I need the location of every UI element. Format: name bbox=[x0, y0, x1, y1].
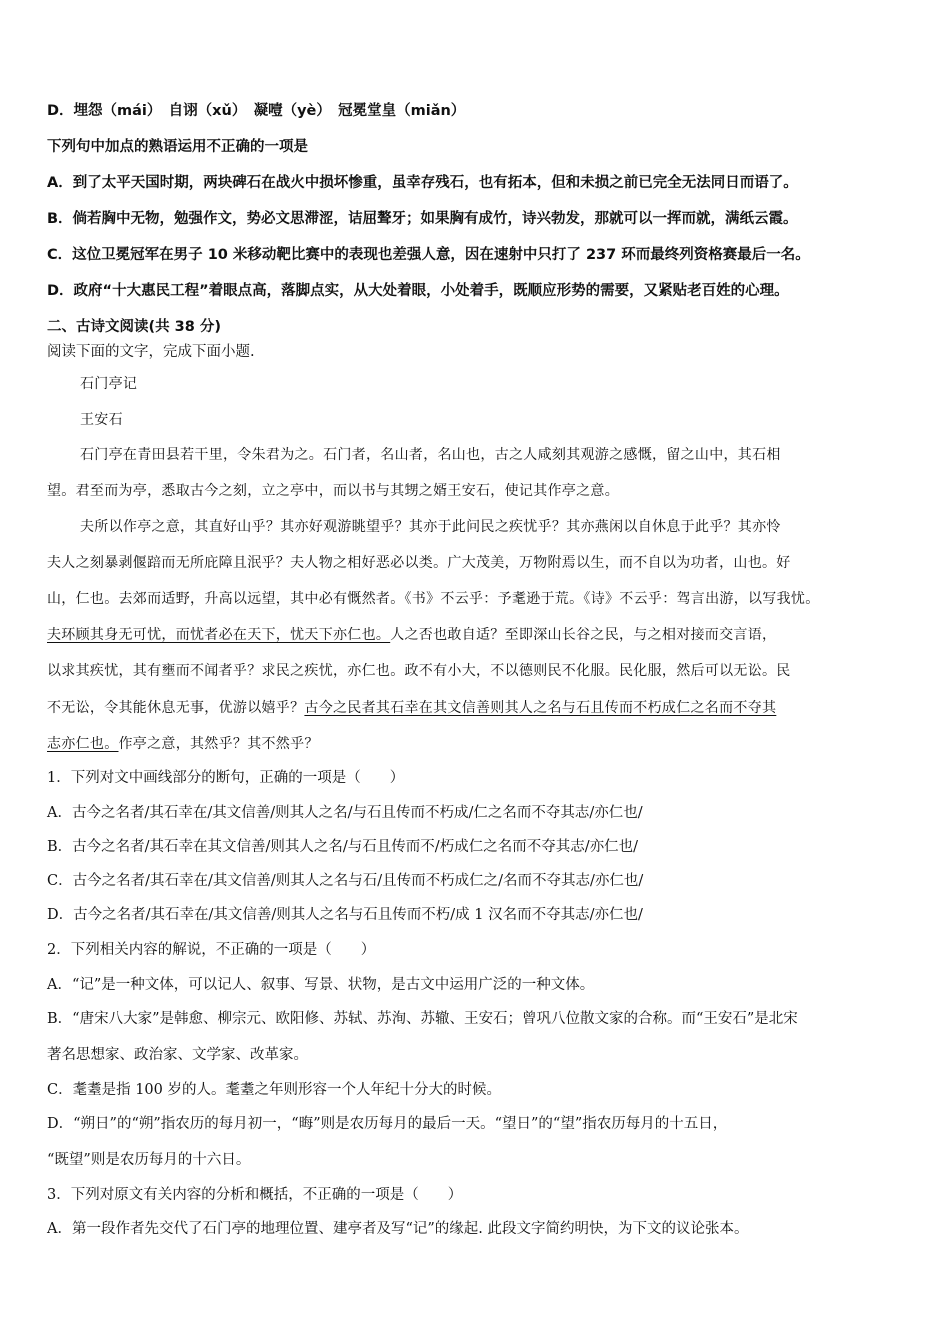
q1-option-a: A．古今之名者/其石幸在/其文信善/则其人之名/与石且传而不朽成/仁之名而不夺其志/亦仁也/ bbox=[47, 805, 643, 821]
q1-option-c: C．古今之名者/其石幸在/其文信善/则其人之名与石/且传而不朽成仁之/名而不夺其志/亦仁也/ bbox=[47, 873, 644, 889]
q2-option-d-line-2: “既望”则是农历每月的十六日。 bbox=[47, 1152, 251, 1168]
passage-author: 王安石 bbox=[80, 412, 123, 428]
passage-text: 人之否也敢自适？至即深山长谷之民，与之相对接而交言语， bbox=[390, 627, 777, 643]
q1-option-d: D．古今之名者/其石幸在/其文信善/则其人之名与石且传而不朽/成 1 汉名而不夺其志/亦仁也/ bbox=[47, 907, 643, 923]
q2-option-b-line-1: B．“唐宋八大家”是韩愈、柳宗元、欧阳修、苏轼、苏洵、苏辙、王安石；曾巩八位散文家的合称。而“王安石”是北宋 bbox=[47, 1011, 798, 1027]
passage-text: 不无讼，令其能休息无事，优游以嬉乎？ bbox=[47, 700, 305, 716]
idiom-question-stem: 下列句中加点的熟语运用不正确的一项是 bbox=[47, 139, 308, 155]
section-heading: 二、古诗文阅读(共 38 分) bbox=[47, 319, 222, 335]
q2-stem: 2．下列相关内容的解说，不正确的一项是（ ） bbox=[47, 942, 376, 958]
passage-text: 作亭之意，其然乎？其不然乎？ bbox=[118, 736, 319, 752]
passage-p2-line-3: 山，仁也。去郊而适野，升高以远望，其中必有慨然者。《书》不云乎：予耄逊于荒。《诗》不云乎：驾言出游，以写我忧。 bbox=[47, 591, 820, 607]
passage-p2-line-5: 以求其疾忧，其有壅而不闻者乎？求民之疾忧，亦仁也。政不有小大，不以德则民不化服。民化服，然后可以无讼。民 bbox=[47, 663, 791, 679]
q2-option-a: A．“记”是一种文体，可以记人、叙事、写景、状物，是古文中运用广泛的一种文体。 bbox=[47, 977, 595, 993]
passage-p2-line-7 bbox=[47, 734, 319, 754]
passage-p1-line-1: 石门亭在青田县若干里，令朱君为之。石门者，名山者，名山也，古之人咸刻其观游之感慨，留之山中，其石相 bbox=[80, 447, 781, 463]
passage-p2-line-2: 夫人之刻暴剥偃踣而无所庇障且泯乎？夫人物之相好恶必以类。广大茂美，万物附焉以生，而不自以为功者，山也。好 bbox=[47, 555, 791, 571]
q2-option-d-line-1: D．“朔日”的“朔”指农历的每月初一，“晦”则是农历每月的最后一天。“望日”的“望”指农历每月的十五日， bbox=[47, 1116, 728, 1132]
underlined-sentence-2-end: 志亦仁也。 bbox=[47, 736, 119, 752]
q3-option-a: A．第一段作者先交代了石门亭的地理位置、建亭者及写“记”的缘起. 此段文字简约明快，为下文的议论张本。 bbox=[47, 1221, 749, 1237]
passage-p2-line-4 bbox=[47, 625, 776, 645]
q1-option-b: B．古今之名者/其石幸在其文信善/则其人之名/与石且传而不/朽成仁之名而不夺其志/亦仁也/ bbox=[47, 839, 638, 855]
passage-p1-line-2: 望。君至而为亭，悉取古今之刻，立之亭中，而以书与其甥之婿王安石，使记其作亭之意。 bbox=[47, 483, 619, 499]
passage-p2-line-6 bbox=[47, 698, 776, 718]
passage-p2-line-1: 夫所以作亭之意，其直好山乎？其亦好观游眺望乎？其亦于此问民之疾忧乎？其亦燕闲以自休息于此乎？其亦怜 bbox=[80, 519, 781, 535]
underlined-sentence-2: 古今之民者其石幸在其文信善则其人之名与石且传而不朽成仁之名而不夺其 bbox=[304, 700, 777, 716]
idiom-option-d: D．政府“十大惠民工程”着眼点高，落脚点实，从大处着眼，小处着手，既顺应形势的需要，又紧贴老百姓的心理。 bbox=[47, 283, 789, 299]
q2-option-b-line-2: 著名思想家、政治家、文学家、改革家。 bbox=[47, 1047, 308, 1063]
underlined-sentence-1: 夫环顾其身无可忧，而忧者必在天下，忧天下亦仁也。 bbox=[47, 627, 391, 643]
reading-instruction: 阅读下面的文字，完成下面小题. bbox=[47, 344, 255, 360]
idiom-option-a: A．到了太平天国时期，两块碑石在战火中损坏惨重，虽幸存残石，也有拓本，但和未损之前已完全无法同日而语了。 bbox=[47, 175, 798, 191]
q3-stem: 3．下列对原文有关内容的分析和概括，不正确的一项是（ ） bbox=[47, 1187, 463, 1203]
idiom-option-c: C．这位卫冕冠军在男子 10 米移动靶比赛中的表现也差强人意，因在速射中只打了 237 环而最终列资格赛最后一名。 bbox=[47, 247, 810, 263]
passage-title: 石门亭记 bbox=[80, 376, 138, 392]
prev-question-option-d: D．埋怨（mái） 自诩（xǔ） 凝噎（yè） 冠冕堂皇（miǎn） bbox=[47, 103, 466, 119]
q2-option-c: C．耄耋是指 100 岁的人。耄耋之年则形容一个人年纪十分大的时候。 bbox=[47, 1082, 501, 1098]
q1-stem: 1．下列对文中画线部分的断句，正确的一项是（ ） bbox=[47, 770, 405, 786]
idiom-option-b: B．倘若胸中无物，勉强作文，势必文思滞涩，诘屈聱牙；如果胸有成竹，诗兴勃发，那就可以一挥而就，满纸云霞。 bbox=[47, 211, 798, 227]
